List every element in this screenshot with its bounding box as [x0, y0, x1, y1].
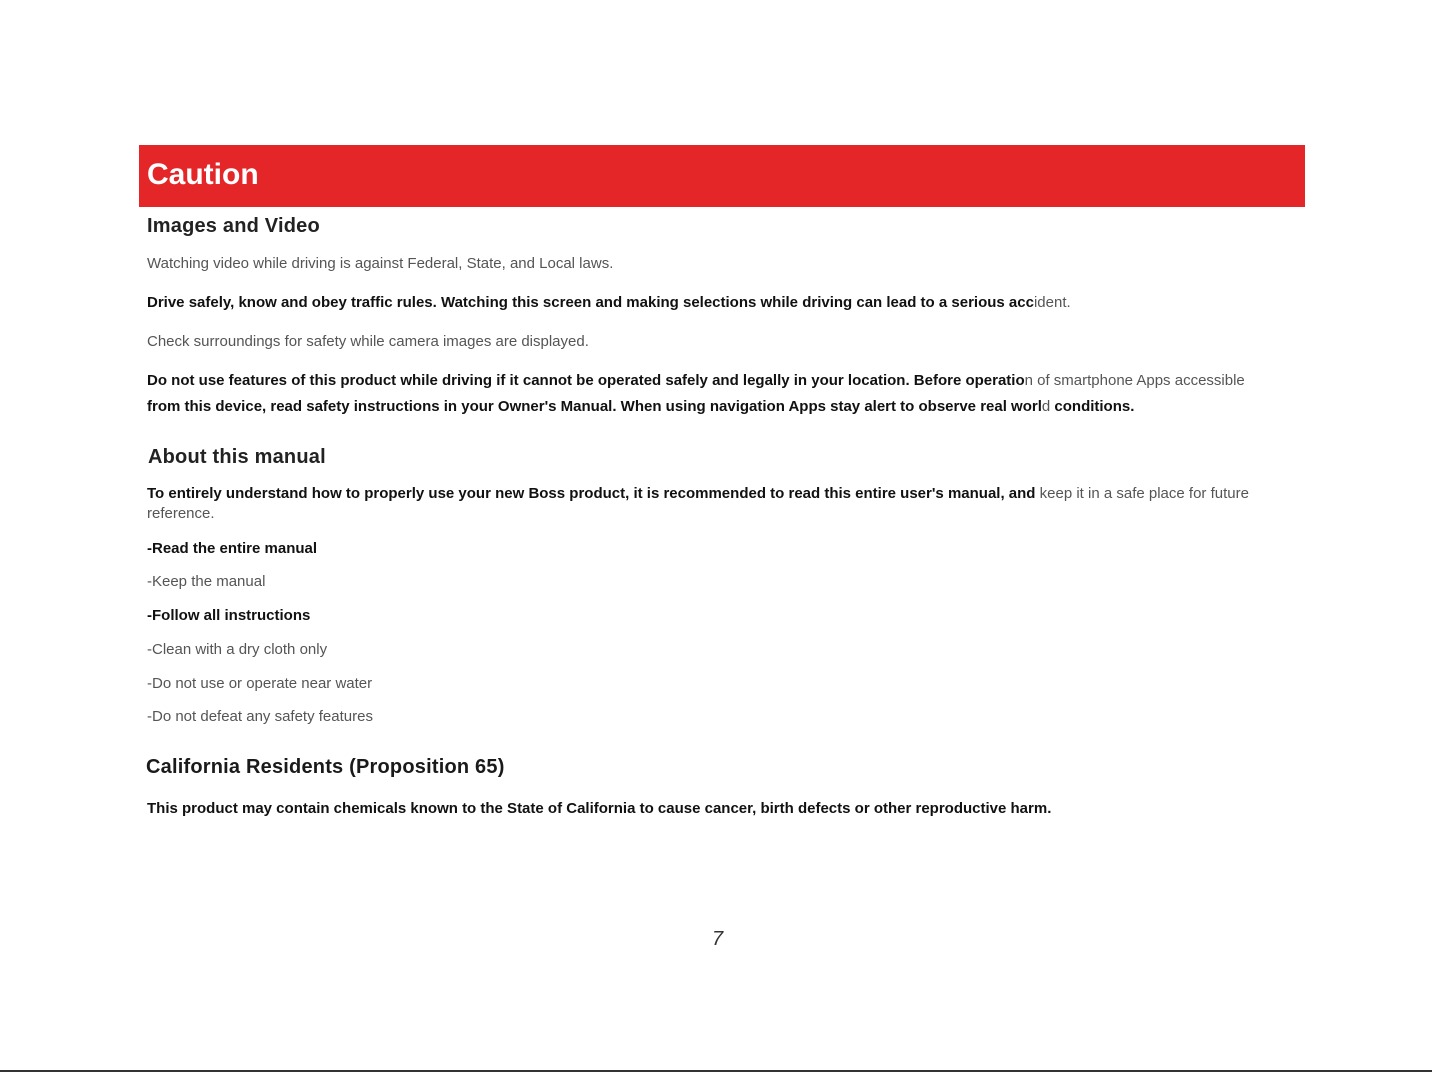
manual-item: -Read the entire manual — [147, 540, 318, 557]
california-heading: California Residents (Proposition 65) — [146, 756, 505, 778]
drive-safely-light: ident. — [1033, 294, 1071, 311]
manual-item: -Follow all instructions — [147, 607, 311, 624]
features-warning-line1 — [147, 371, 1245, 391]
safety-instructions-light: d — [1041, 398, 1051, 415]
proposition-65-text: This product may contain chemicals known to the State of California to cause cancer, birth defects or other reproductive harm. — [147, 800, 1052, 817]
safety-instructions-bold-end: conditions. — [1050, 398, 1135, 415]
caution-banner — [139, 145, 1305, 207]
features-warning-line2 — [147, 397, 1134, 417]
bottom-rule — [0, 1070, 1432, 1072]
page-number: 7 — [712, 928, 724, 950]
features-warning-light: n of smartphone Apps accessible — [1024, 372, 1245, 389]
about-intro-light: keep it in a safe place for future reference. — [147, 485, 1249, 522]
video-law-text: Watching video while driving is against Federal, State, and Local laws. — [147, 255, 614, 272]
manual-item: -Keep the manual — [147, 573, 266, 590]
drive-safely-text — [147, 293, 1071, 313]
about-intro-text — [147, 484, 1307, 524]
check-surroundings-text: Check surroundings for safety while camera images are displayed. — [147, 333, 589, 350]
manual-item: -Do not defeat any safety features — [147, 708, 373, 725]
about-manual-heading: About this manual — [148, 446, 326, 468]
manual-item: -Do not use or operate near water — [147, 675, 373, 692]
safety-instructions-bold: from this device, read safety instructions in your Owner's Manual. When using navigation Apps stay alert to observe real worl — [147, 398, 1042, 415]
caution-title: Caution — [147, 158, 259, 191]
about-intro-bold: To entirely understand how to properly use your new Boss product, it is recommended to read this entire user's manual, and — [147, 485, 1036, 502]
drive-safely-bold: Drive safely, know and obey traffic rules. Watching this screen and making selections while driving can lead to a serious acc — [147, 294, 1034, 311]
manual-item: -Clean with a dry cloth only — [147, 641, 328, 658]
features-warning-bold: Do not use features of this product while driving if it cannot be operated safely and legally in your location. Before operatio — [147, 372, 1025, 389]
images-video-heading: Images and Video — [147, 215, 320, 237]
